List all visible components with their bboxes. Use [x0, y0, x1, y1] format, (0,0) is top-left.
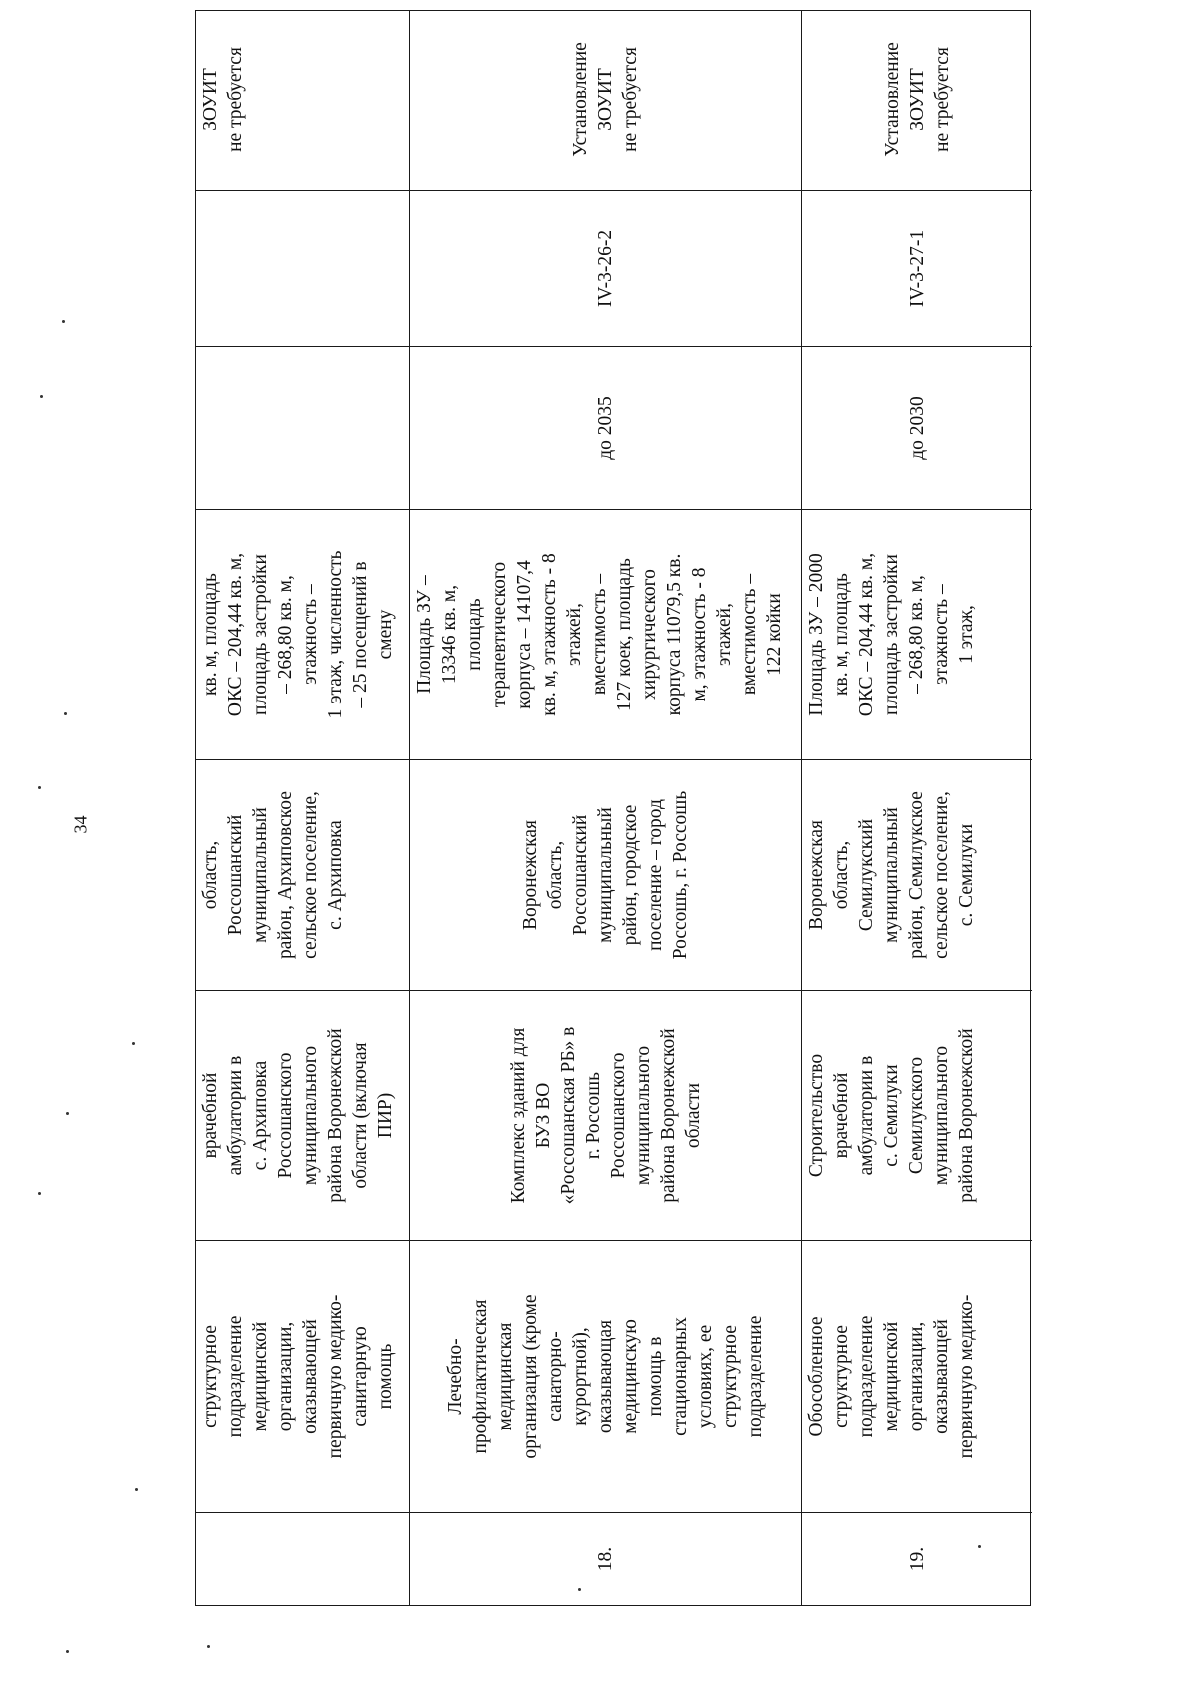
cell-line: не требуется — [225, 47, 246, 152]
object-type-cell — [410, 1241, 801, 1513]
object-type-cell — [196, 1241, 409, 1513]
scan-speck — [132, 1042, 135, 1045]
cell-line: этажность – — [300, 584, 321, 685]
cell-line: Семилукского — [906, 1056, 927, 1175]
cell-line: район, Семилукское — [906, 791, 927, 959]
cell-line: организации, — [275, 1321, 296, 1432]
cell-line: района Воронежской — [956, 1028, 977, 1203]
cell-line: первичную медико- — [956, 1294, 977, 1459]
cell-line: Обособленное — [806, 1316, 827, 1437]
cell-line: района Воронежской — [657, 1028, 679, 1203]
cell-line: с. Архиповка — [250, 1060, 271, 1171]
cell-line: муниципального — [931, 1045, 952, 1186]
cell-line: смену — [375, 609, 396, 660]
cell-line: Россошанского — [607, 1052, 629, 1179]
cell-line: Установление — [570, 42, 591, 157]
cell-line: области — [682, 1082, 704, 1149]
cell-line: 1 этаж, численность — [325, 550, 346, 719]
cell-line: БУЗ ВО — [532, 1082, 554, 1149]
cell-line: м, этажность - 8 — [689, 567, 710, 702]
cell-line: хирургического — [639, 569, 660, 700]
index-cell — [196, 191, 409, 347]
zone-cell — [196, 9, 409, 191]
cell-line: этажей, — [564, 603, 585, 666]
cell-line: корпуса 11079,5 кв. — [664, 553, 685, 716]
cell-line: площадь — [464, 598, 485, 671]
scan-speck — [40, 395, 43, 398]
zone-cell — [802, 9, 1032, 191]
scan-speck — [578, 1588, 581, 1591]
location-cell — [196, 760, 409, 991]
cell-line: ЗОУИТ — [200, 68, 221, 131]
cell-line: площадь застройки — [881, 554, 902, 715]
scan-speck — [66, 1112, 69, 1115]
row-number-cell — [196, 1513, 409, 1605]
scan-speck — [135, 1488, 138, 1491]
cell-line: медицинской — [881, 1321, 902, 1432]
cell-line: медицинскую — [620, 1319, 641, 1434]
cell-line: район, городское — [620, 804, 641, 946]
cell-line: медицинская — [495, 1322, 516, 1431]
cell-line: Россошанского — [275, 1052, 296, 1179]
scan-speck — [62, 320, 65, 323]
cell-line: помощь — [375, 1343, 396, 1410]
cell-line: медицинской — [250, 1321, 271, 1432]
scan-speck — [38, 786, 41, 789]
characteristics-cell — [196, 510, 409, 760]
table-row — [409, 11, 801, 1605]
cell-line: ПИР) — [375, 1092, 396, 1139]
scan-speck — [66, 1650, 69, 1653]
object-name-cell — [410, 991, 801, 1241]
cell-line: организации, — [906, 1321, 927, 1432]
cell-line: Россошанский — [225, 814, 246, 936]
cell-line: структурное — [200, 1325, 221, 1428]
cell-line: санитарную — [350, 1326, 371, 1427]
cell-line: с. Семилуки — [956, 823, 977, 927]
index-cell — [410, 191, 801, 347]
cell-line: с. Архиповка — [325, 820, 346, 930]
row-number-cell — [410, 1513, 801, 1605]
cell-line: курортной), — [570, 1327, 591, 1426]
cell-line: 122 койки — [764, 593, 785, 676]
cell-line: области (включая — [350, 1042, 371, 1189]
cell-line: этажей, — [714, 603, 735, 666]
index-cell — [802, 191, 1032, 347]
cell-text: до 2030 — [906, 396, 928, 460]
characteristics-cell — [410, 510, 801, 760]
cell-line: «Россошанская РБ» в — [557, 1026, 579, 1205]
cell-line: врачебной — [200, 1072, 221, 1159]
object-type-cell — [802, 1241, 1032, 1513]
cell-line: санаторно- — [545, 1331, 566, 1422]
cell-line: площадь застройки — [250, 554, 271, 715]
cell-line: 13346 кв. м, — [439, 584, 460, 685]
cell-line: не требуется — [620, 47, 641, 152]
cell-line: Россошанский — [570, 814, 591, 936]
cell-line: ОКС – 204,44 кв. м, — [225, 552, 246, 717]
cell-line: муниципального — [632, 1045, 654, 1186]
cell-line: область, — [545, 840, 566, 910]
cell-text: IV-3-26-2 — [595, 229, 616, 308]
cell-line: корпуса – 14107,4 — [514, 560, 535, 709]
cell-line: Воронежская — [806, 820, 827, 930]
cell-line: муниципальный — [881, 807, 902, 943]
period-cell — [410, 347, 801, 510]
table-row — [196, 11, 409, 1605]
cell-line: вместимость – — [589, 573, 610, 696]
cell-line: первичную медико- — [325, 1294, 346, 1459]
cell-line: г. Россошь — [582, 1071, 604, 1160]
cell-line: – 25 посещений в — [350, 561, 371, 708]
cell-line: Установление — [881, 42, 903, 157]
cell-line: район, Архиповское — [275, 791, 296, 959]
cell-text: до 2035 — [595, 396, 616, 460]
cell-line: структурное — [720, 1325, 741, 1428]
cell-line: ЗОУИТ — [906, 68, 928, 131]
cell-line: сельское поселение, — [300, 791, 321, 959]
cell-line: муниципальный — [250, 807, 271, 943]
cell-line: оказывающей — [300, 1319, 321, 1434]
cell-line: – 268,80 кв. м, — [275, 575, 296, 694]
cell-line: Площадь ЗУ – 2000 — [806, 553, 827, 716]
cell-text: IV-3-27-1 — [906, 229, 928, 308]
characteristics-cell — [802, 510, 1032, 760]
cell-line: помощь в — [645, 1336, 666, 1417]
cell-line: Россошь, г. Россошь — [670, 790, 691, 960]
row-number-cell — [802, 1513, 1032, 1605]
document-table — [195, 10, 1031, 1606]
zone-cell — [410, 9, 801, 191]
cell-line: кв. м, площадь — [200, 573, 221, 696]
cell-line: муниципальный — [595, 807, 616, 943]
cell-line: оказывающая — [595, 1319, 616, 1434]
object-name-cell — [802, 991, 1032, 1241]
cell-line: Лечебно- — [445, 1338, 466, 1415]
cell-line: Площадь ЗУ – — [414, 575, 435, 694]
cell-line: терапевтического — [489, 561, 510, 708]
cell-line: ОКС – 204,44 кв. м, — [856, 552, 877, 717]
cell-line: района Воронежской — [325, 1028, 346, 1203]
period-cell — [802, 347, 1032, 510]
scan-speck — [978, 1545, 981, 1548]
page-number: 34 — [70, 815, 91, 834]
cell-line: Воронежская — [520, 820, 541, 930]
cell-line: муниципального — [300, 1045, 321, 1186]
cell-line: этажность – — [931, 584, 952, 685]
scan-speck — [64, 712, 67, 715]
cell-line: – 268,80 кв. м, — [906, 575, 927, 694]
cell-line: область, — [200, 840, 221, 910]
cell-line: стационарных — [670, 1317, 691, 1436]
cell-line: Семилукский — [856, 818, 877, 932]
location-cell — [802, 760, 1032, 991]
object-name-cell — [196, 991, 409, 1241]
table-row — [801, 11, 1032, 1605]
cell-line: 1 этаж, — [956, 605, 977, 664]
cell-line: подразделение — [745, 1315, 766, 1438]
cell-line: амбулатории в — [225, 1055, 246, 1176]
cell-text: 18. — [595, 1546, 616, 1572]
cell-line: структурное — [831, 1325, 852, 1428]
cell-line: кв. м, площадь — [831, 573, 852, 696]
cell-line: с. Семилуки — [881, 1064, 902, 1167]
cell-line: подразделение — [856, 1315, 877, 1438]
scan-speck — [38, 1192, 41, 1195]
cell-line: условиях, ее — [695, 1324, 716, 1429]
scan-speck — [207, 1645, 210, 1648]
cell-line: не требуется — [931, 47, 953, 152]
period-cell — [196, 347, 409, 510]
cell-line: кв. м, этажность - 8 — [539, 553, 560, 716]
cell-line: ЗОУИТ — [595, 68, 616, 131]
location-cell — [410, 760, 801, 991]
cell-line: оказывающей — [931, 1319, 952, 1434]
cell-line: амбулатории в — [856, 1055, 877, 1176]
cell-line: сельское поселение, — [931, 791, 952, 959]
cell-line: врачебной — [831, 1072, 852, 1159]
cell-line: 127 коек, площадь — [614, 558, 635, 711]
cell-line: поселение – город — [645, 799, 666, 951]
cell-line: профилактическая — [470, 1299, 491, 1454]
cell-line: Строительство — [806, 1053, 827, 1178]
cell-text: 19. — [906, 1546, 928, 1572]
cell-line: организация (кроме — [520, 1294, 541, 1459]
cell-line: Комплекс зданий для — [507, 1027, 529, 1204]
cell-line: вместимость – — [739, 573, 760, 696]
cell-line: подразделение — [225, 1315, 246, 1438]
cell-line: область, — [831, 840, 852, 910]
